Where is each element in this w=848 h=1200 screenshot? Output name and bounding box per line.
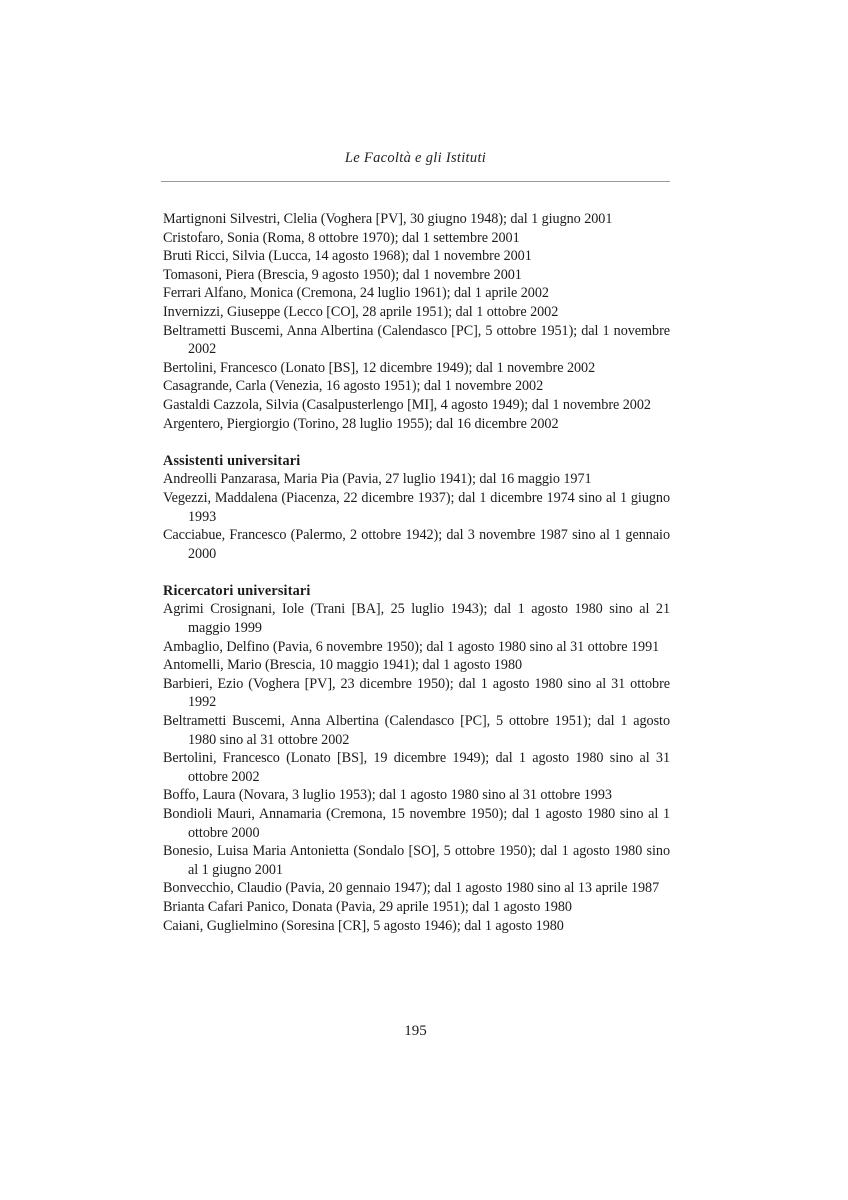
entry: Cristofaro, Sonia (Roma, 8 ottobre 1970); dal 1 settembre 2001 bbox=[163, 229, 520, 246]
entry: Bertolini, Francesco (Lonato [BS], 19 dicembre 1949); dal 1 agosto 1980 sino al 31 ottobre 2002 bbox=[163, 750, 670, 785]
entry: Bruti Ricci, Silvia (Lucca, 14 agosto 1968); dal 1 novembre 2001 bbox=[163, 248, 532, 265]
entry: Cacciabue, Francesco (Palermo, 2 ottobre 1942); dal 3 novembre 1987 sino al 1 gennaio 2000 bbox=[163, 527, 670, 562]
entry: Brianta Cafari Panico, Donata (Pavia, 29 aprile 1951); dal 1 agosto 1980 bbox=[163, 898, 572, 915]
entry: Vegezzi, Maddalena (Piacenza, 22 dicembre 1937); dal 1 dicembre 1974 sino al 1 giugno 1993 bbox=[163, 489, 670, 525]
entry: Agrimi Crosignani, Iole (Trani [BA], 25 luglio 1943); dal 1 agosto 1980 sino al 21 maggio 1999 bbox=[163, 601, 670, 637]
entry: Casagrande, Carla (Venezia, 16 agosto 1951); dal 1 novembre 2002 bbox=[163, 378, 544, 395]
section-ricercatori-universitari bbox=[163, 582, 670, 935]
entry: Beltrametti Buscemi, Anna Albertina (Calendasco [PC], 5 ottobre 1951); dal 1 novembre 2002 bbox=[163, 322, 670, 358]
entry: Gastaldi Cazzola, Silvia (Casalpusterlengo [MI], 4 agosto 1949); dal 1 novembre 2002 bbox=[163, 396, 651, 413]
entry: Ferrari Alfano, Monica (Cremona, 24 luglio 1961); dal 1 aprile 2002 bbox=[163, 285, 549, 302]
entry: Caiani, Guglielmino (Soresina [CR], 5 agosto 1946); dal 1 agosto 1980 bbox=[163, 917, 564, 934]
running-header: Le Facoltà e gli Istituti bbox=[344, 150, 487, 166]
section-heading: Assistenti universitari bbox=[163, 452, 301, 469]
section-heading: Ricercatori universitari bbox=[163, 582, 311, 599]
page-number: 195 bbox=[404, 1023, 427, 1039]
header-rule bbox=[161, 181, 670, 182]
entry: Boffo, Laura (Novara, 3 luglio 1953); dal 1 agosto 1980 sino al 31 ottobre 1993 bbox=[163, 787, 612, 804]
entry: Tomasoni, Piera (Brescia, 9 agosto 1950); dal 1 novembre 2001 bbox=[163, 266, 522, 283]
entry: Martignoni Silvestri, Clelia (Voghera [PV], 30 giugno 1948); dal 1 giugno 2001 bbox=[163, 211, 613, 227]
entry: Invernizzi, Giuseppe (Lecco [CO], 28 aprile 1951); dal 1 ottobre 2002 bbox=[163, 303, 559, 320]
entry: Barbieri, Ezio (Voghera [PV], 23 dicembre 1950); dal 1 agosto 1980 sino al 31 ottobre 1992 bbox=[163, 675, 670, 711]
text-body bbox=[163, 210, 670, 935]
entry: Bertolini, Francesco (Lonato [BS], 12 dicembre 1949); dal 1 novembre 2002 bbox=[163, 359, 596, 376]
entry: Beltrametti Buscemi, Anna Albertina (Calendasco [PC], 5 ottobre 1951); dal 1 agosto 1980 sino al 31 ottobre 2002 bbox=[163, 713, 670, 748]
entry: Argentero, Piergiorgio (Torino, 28 luglio 1955); dal 16 dicembre 2002 bbox=[163, 415, 559, 432]
section-professori bbox=[163, 210, 670, 433]
entry: Antomelli, Mario (Brescia, 10 maggio 1941); dal 1 agosto 1980 bbox=[163, 657, 523, 674]
entry: Bondioli Mauri, Annamaria (Cremona, 15 novembre 1950); dal 1 agosto 1980 sino al 1 ottobre 2000 bbox=[163, 806, 670, 841]
entry: Andreolli Panzarasa, Maria Pia (Pavia, 27 luglio 1941); dal 16 maggio 1971 bbox=[163, 471, 592, 488]
entry: Bonvecchio, Claudio (Pavia, 20 gennaio 1947); dal 1 agosto 1980 sino al 13 aprile 1987 bbox=[163, 880, 660, 897]
section-assistenti-universitari bbox=[163, 452, 670, 564]
entry: Ambaglio, Delfino (Pavia, 6 novembre 1950); dal 1 agosto 1980 sino al 31 ottobre 1991 bbox=[163, 638, 660, 655]
entry: Bonesio, Luisa Maria Antonietta (Sondalo [SO], 5 ottobre 1950); dal 1 agosto 1980 sino al 1 giugno 2001 bbox=[163, 843, 670, 878]
